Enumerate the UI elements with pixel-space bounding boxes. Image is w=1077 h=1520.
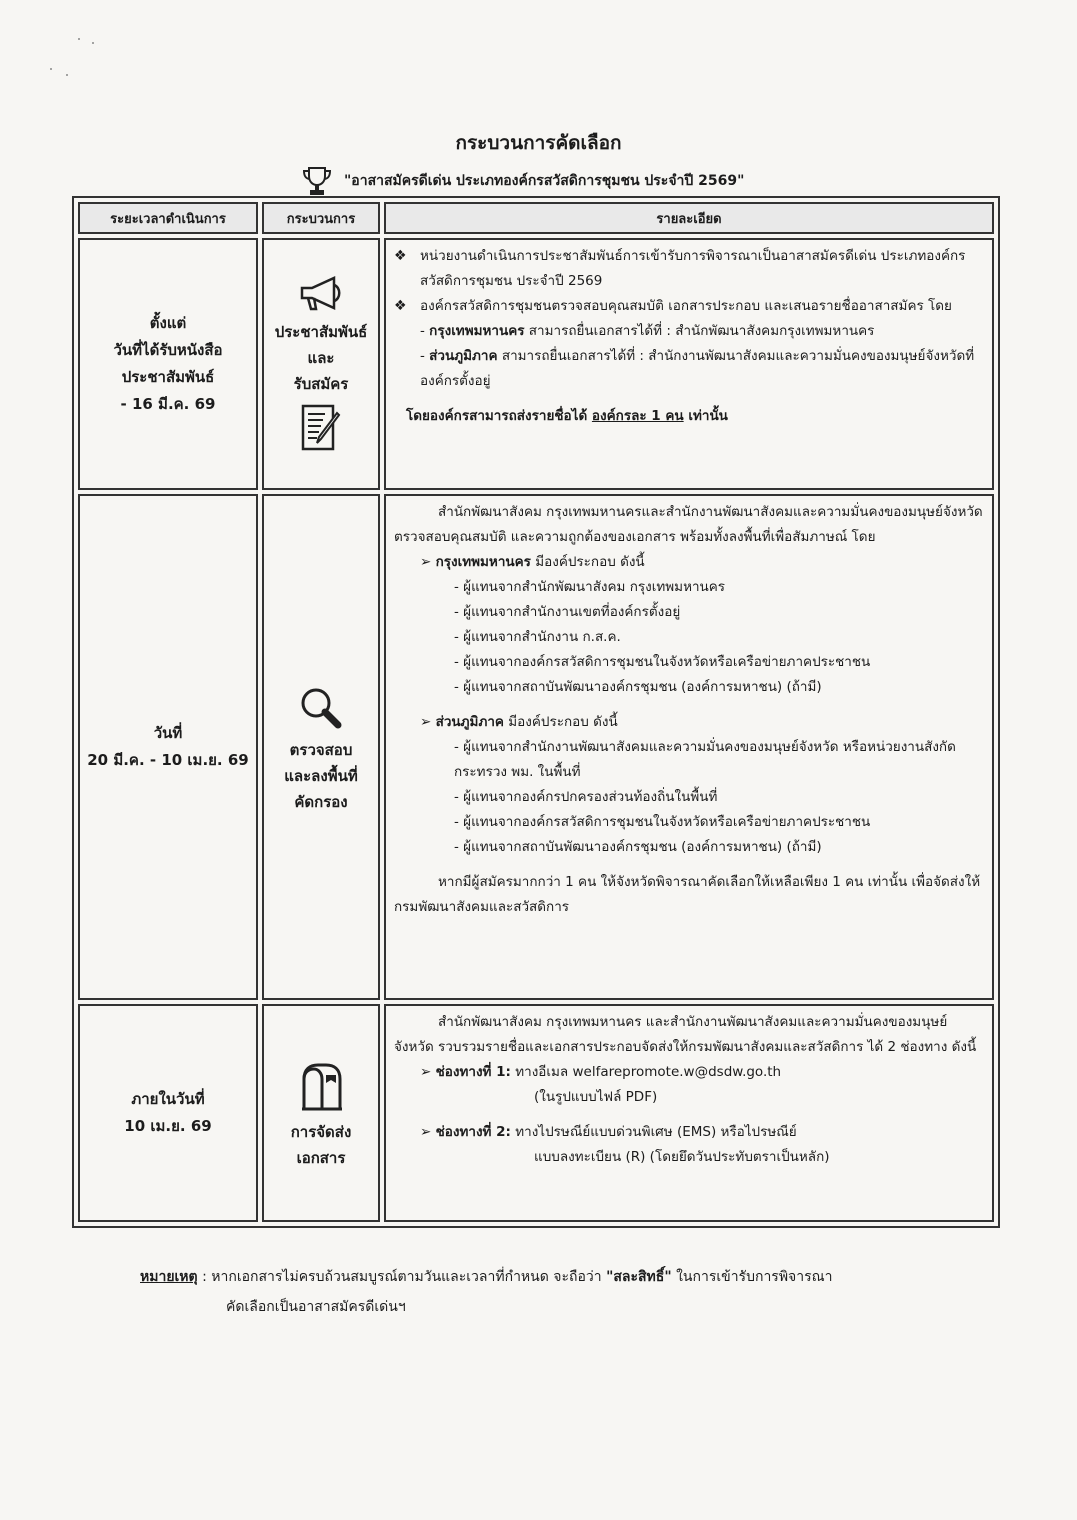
- period-line: ภายในวันที่: [131, 1090, 205, 1108]
- region-label: ส่วนภูมิภาค: [429, 348, 498, 364]
- committee-member: - ผู้แทนจากสถาบันพัฒนาองค์กรชุมชน (องค์การมหาชน) (ถ้ามี): [454, 679, 822, 695]
- process-cell: [262, 238, 380, 490]
- diamond-bullet-icon: ❖: [394, 298, 407, 314]
- limit-prefix: โดยองค์กรสามารถส่งรายชื่อได้: [406, 408, 588, 424]
- committee-member: - ผู้แทนจากองค์กรสวัสดิการชุมชนในจังหวัดหรือเครือข่ายภาคประชาชน: [454, 654, 871, 670]
- committee-member: - ผู้แทนจากองค์กรสวัสดิการชุมชนในจังหวัดหรือเครือข่ายภาคประชาชน: [454, 814, 871, 830]
- period-line: ประชาสัมพันธ์: [121, 368, 215, 386]
- region-committee-heading: [394, 710, 984, 735]
- limit-suffix: เท่านั้น: [688, 408, 728, 424]
- region-label: ส่วนภูมิภาค: [435, 714, 504, 730]
- document-subtitle: [300, 164, 920, 198]
- magnifier-icon: [298, 685, 344, 731]
- period-line: วันที่ได้รับหนังสือ: [113, 341, 223, 359]
- channel-text: ทางอีเมล welfarepromote.w@dsdw.go.th: [515, 1064, 782, 1080]
- diamond-bullet-icon: ❖: [394, 248, 407, 264]
- review-outro: หากมีผู้สมัครมากกว่า 1 คน ให้จังหวัดพิจารณาคัดเลือกให้เหลือเพียง 1 คน เท่านั้น เพื่อจัดส่งให้กรมพัฒนาสังคมและสวัสดิการ: [394, 874, 981, 915]
- committee-member: - ผู้แทนจากสำนักงานพัฒนาสังคมและความมั่นคงของมนุษย์จังหวัด หรือหน่วยงานสังกัดกระทรวง พม. ในพื้นที่: [454, 739, 956, 780]
- scan-speck: [78, 38, 80, 40]
- delivery-intro: สำนักพัฒนาสังคม กรุงเทพมหานคร และสำนักงานพัฒนาสังคมและความมั่นคงของมนุษย์จังหวัด รวบรวมรายชื่อและเอกสารประกอบจัดส่งให้กรมพัฒนาสังคมและสวัสดิการ ได้ 2 ช่องทาง ดังนี้: [394, 1014, 977, 1055]
- delivery-channel-2: [394, 1120, 984, 1145]
- process-cell: [262, 1004, 380, 1222]
- bkk-text: สามารถยื่นเอกสารได้ที่ : สำนักพัฒนาสังคมกรุงเทพมหานคร: [528, 323, 875, 339]
- header-detail: รายละเอียด: [384, 202, 994, 234]
- subtitle-text: "อาสาสมัครดีเด่น ประเภทองค์กรสวัสดิการชุมชน ประจำปี 2569": [344, 173, 745, 189]
- arrow-bullet-icon: ➢: [420, 1064, 432, 1080]
- detail-bullet-text: หน่วยงานดำเนินการประชาสัมพันธ์การเข้ารับการพิจารณาเป็นอาสาสมัครดีเด่น ประเภทองค์กรสวัสดิการชุมชน ประจำปี 2569: [420, 248, 966, 289]
- footnote: [140, 1262, 980, 1322]
- detail-bullet: [394, 244, 984, 294]
- trophy-icon: [300, 164, 334, 198]
- period-cell: [78, 1004, 258, 1222]
- detail-bullet: [394, 294, 984, 319]
- committee-member: - ผู้แทนจากสำนักงานเขตที่องค์กรตั้งอยู่: [454, 604, 681, 620]
- bkk-label: กรุงเทพมหานคร: [429, 323, 525, 339]
- channel-label: ช่องทางที่ 1:: [435, 1064, 511, 1080]
- period-line: 20 มี.ค. - 10 เม.ย. 69: [87, 751, 249, 769]
- delivery-channel-1: [394, 1060, 984, 1085]
- detail-bullet-text: องค์กรสวัสดิการชุมชนตรวจสอบคุณสมบัติ เอกสารประกอบ และเสนอรายชื่ออาสาสมัคร โดย: [420, 298, 952, 314]
- bkk-submission: - กรุงเทพมหานคร สามารถยื่นเอกสารได้ที่ : สำนักพัฒนาสังคมกรุงเทพมหานคร: [420, 323, 875, 339]
- footnote-line: [140, 1262, 980, 1292]
- header-process: กระบวนการ: [262, 202, 380, 234]
- period-line: วันที่: [153, 724, 183, 742]
- note-text: ในการเข้ารับการพิจารณา: [676, 1269, 833, 1285]
- mailbox-icon: [298, 1061, 344, 1113]
- scan-speck: [50, 68, 52, 70]
- process-line: เอกสาร: [296, 1149, 346, 1167]
- period-line: 10 เม.ย. 69: [124, 1117, 212, 1135]
- header-period: ระยะเวลาดำเนินการ: [78, 202, 258, 234]
- document-title: กระบวนการคัดเลือก: [455, 132, 622, 154]
- table-row: [78, 494, 994, 1000]
- region-suffix: มีองค์ประกอบ ดังนี้: [508, 714, 618, 730]
- scan-speck: [92, 42, 94, 44]
- note-label: หมายเหตุ: [140, 1269, 198, 1285]
- channel-text: ทางไปรษณีย์แบบด่วนพิเศษ (EMS) หรือไปรษณีย์: [515, 1124, 797, 1140]
- period-cell: [78, 238, 258, 490]
- arrow-bullet-icon: ➢: [420, 554, 432, 570]
- note-text: : หากเอกสารไม่ครบถ้วนสมบูรณ์ตามวันและเวลาที่กำหนด จะถือว่า: [202, 1269, 602, 1285]
- bkk-suffix: มีองค์ประกอบ ดังนี้: [535, 554, 645, 570]
- form-edit-icon: [299, 403, 343, 453]
- table-row: [78, 238, 994, 490]
- process-cell: [262, 494, 380, 1000]
- arrow-bullet-icon: ➢: [420, 1124, 432, 1140]
- committee-member: - ผู้แทนจากสำนักพัฒนาสังคม กรุงเทพมหานคร: [454, 579, 726, 595]
- channel-subtext: แบบลงทะเบียน (R) (โดยยึดวันประทับตราเป็นหลัก): [534, 1149, 830, 1165]
- detail-cell: [384, 494, 994, 1000]
- committee-member: - ผู้แทนจากสำนักงาน ก.ส.ค.: [454, 629, 621, 645]
- process-line: ตรวจสอบ: [289, 741, 353, 759]
- submission-limit: [394, 404, 984, 429]
- table-header-row: [78, 202, 994, 234]
- process-line: คัดกรอง: [294, 793, 348, 811]
- period-line: ตั้งแต่: [149, 314, 187, 332]
- region-text: สามารถยื่นเอกสารได้ที่ : สำนักงานพัฒนาสังคมและความมั่นคงของมนุษย์จังหวัดที่องค์กรตั้งอยู่: [420, 348, 975, 389]
- megaphone-icon: [296, 275, 346, 313]
- process-line: การจัดส่ง: [290, 1123, 352, 1141]
- detail-cell: [384, 238, 994, 490]
- period-line: - 16 มี.ค. 69: [120, 395, 216, 413]
- process-line: และลงพื้นที่: [284, 767, 358, 785]
- process-line: รับสมัคร: [293, 375, 349, 393]
- process-line: และ: [307, 349, 335, 367]
- process-line: ประชาสัมพันธ์: [274, 323, 368, 341]
- table-row: [78, 1004, 994, 1222]
- region-submission: - ส่วนภูมิภาค สามารถยื่นเอกสารได้ที่ : สำนักงานพัฒนาสังคมและความมั่นคงของมนุษย์จังหวัดที่องค์กรตั้งอยู่: [420, 348, 975, 389]
- review-intro: สำนักพัฒนาสังคม กรุงเทพมหานครและสำนักงานพัฒนาสังคมและความมั่นคงของมนุษย์จังหวัด ตรวจสอบคุณสมบัติ และความถูกต้องของเอกสาร พร้อมทั้งลงพื้นที่เพื่อสัมภาษณ์ โดย: [394, 504, 983, 545]
- committee-member: - ผู้แทนจากองค์กรปกครองส่วนท้องถิ่นในพื้นที่: [454, 789, 718, 805]
- note-emphasis: "สละสิทธิ์": [606, 1269, 672, 1285]
- bkk-label: กรุงเทพมหานคร: [435, 554, 531, 570]
- committee-member: - ผู้แทนจากสถาบันพัฒนาองค์กรชุมชน (องค์การมหาชน) (ถ้ามี): [454, 839, 822, 855]
- period-cell: [78, 494, 258, 1000]
- scan-speck: [66, 74, 68, 76]
- channel-label: ช่องทางที่ 2:: [435, 1124, 511, 1140]
- footnote-line: คัดเลือกเป็นอาสาสมัครดีเด่นฯ: [226, 1299, 406, 1315]
- channel-subtext: (ในรูปแบบไฟล์ PDF): [534, 1089, 658, 1105]
- arrow-bullet-icon: ➢: [420, 714, 432, 730]
- detail-cell: [384, 1004, 994, 1222]
- bkk-committee-heading: [394, 550, 984, 575]
- selection-process-table: [72, 196, 1000, 1228]
- limit-underlined: องค์กรละ 1 คน: [591, 408, 684, 424]
